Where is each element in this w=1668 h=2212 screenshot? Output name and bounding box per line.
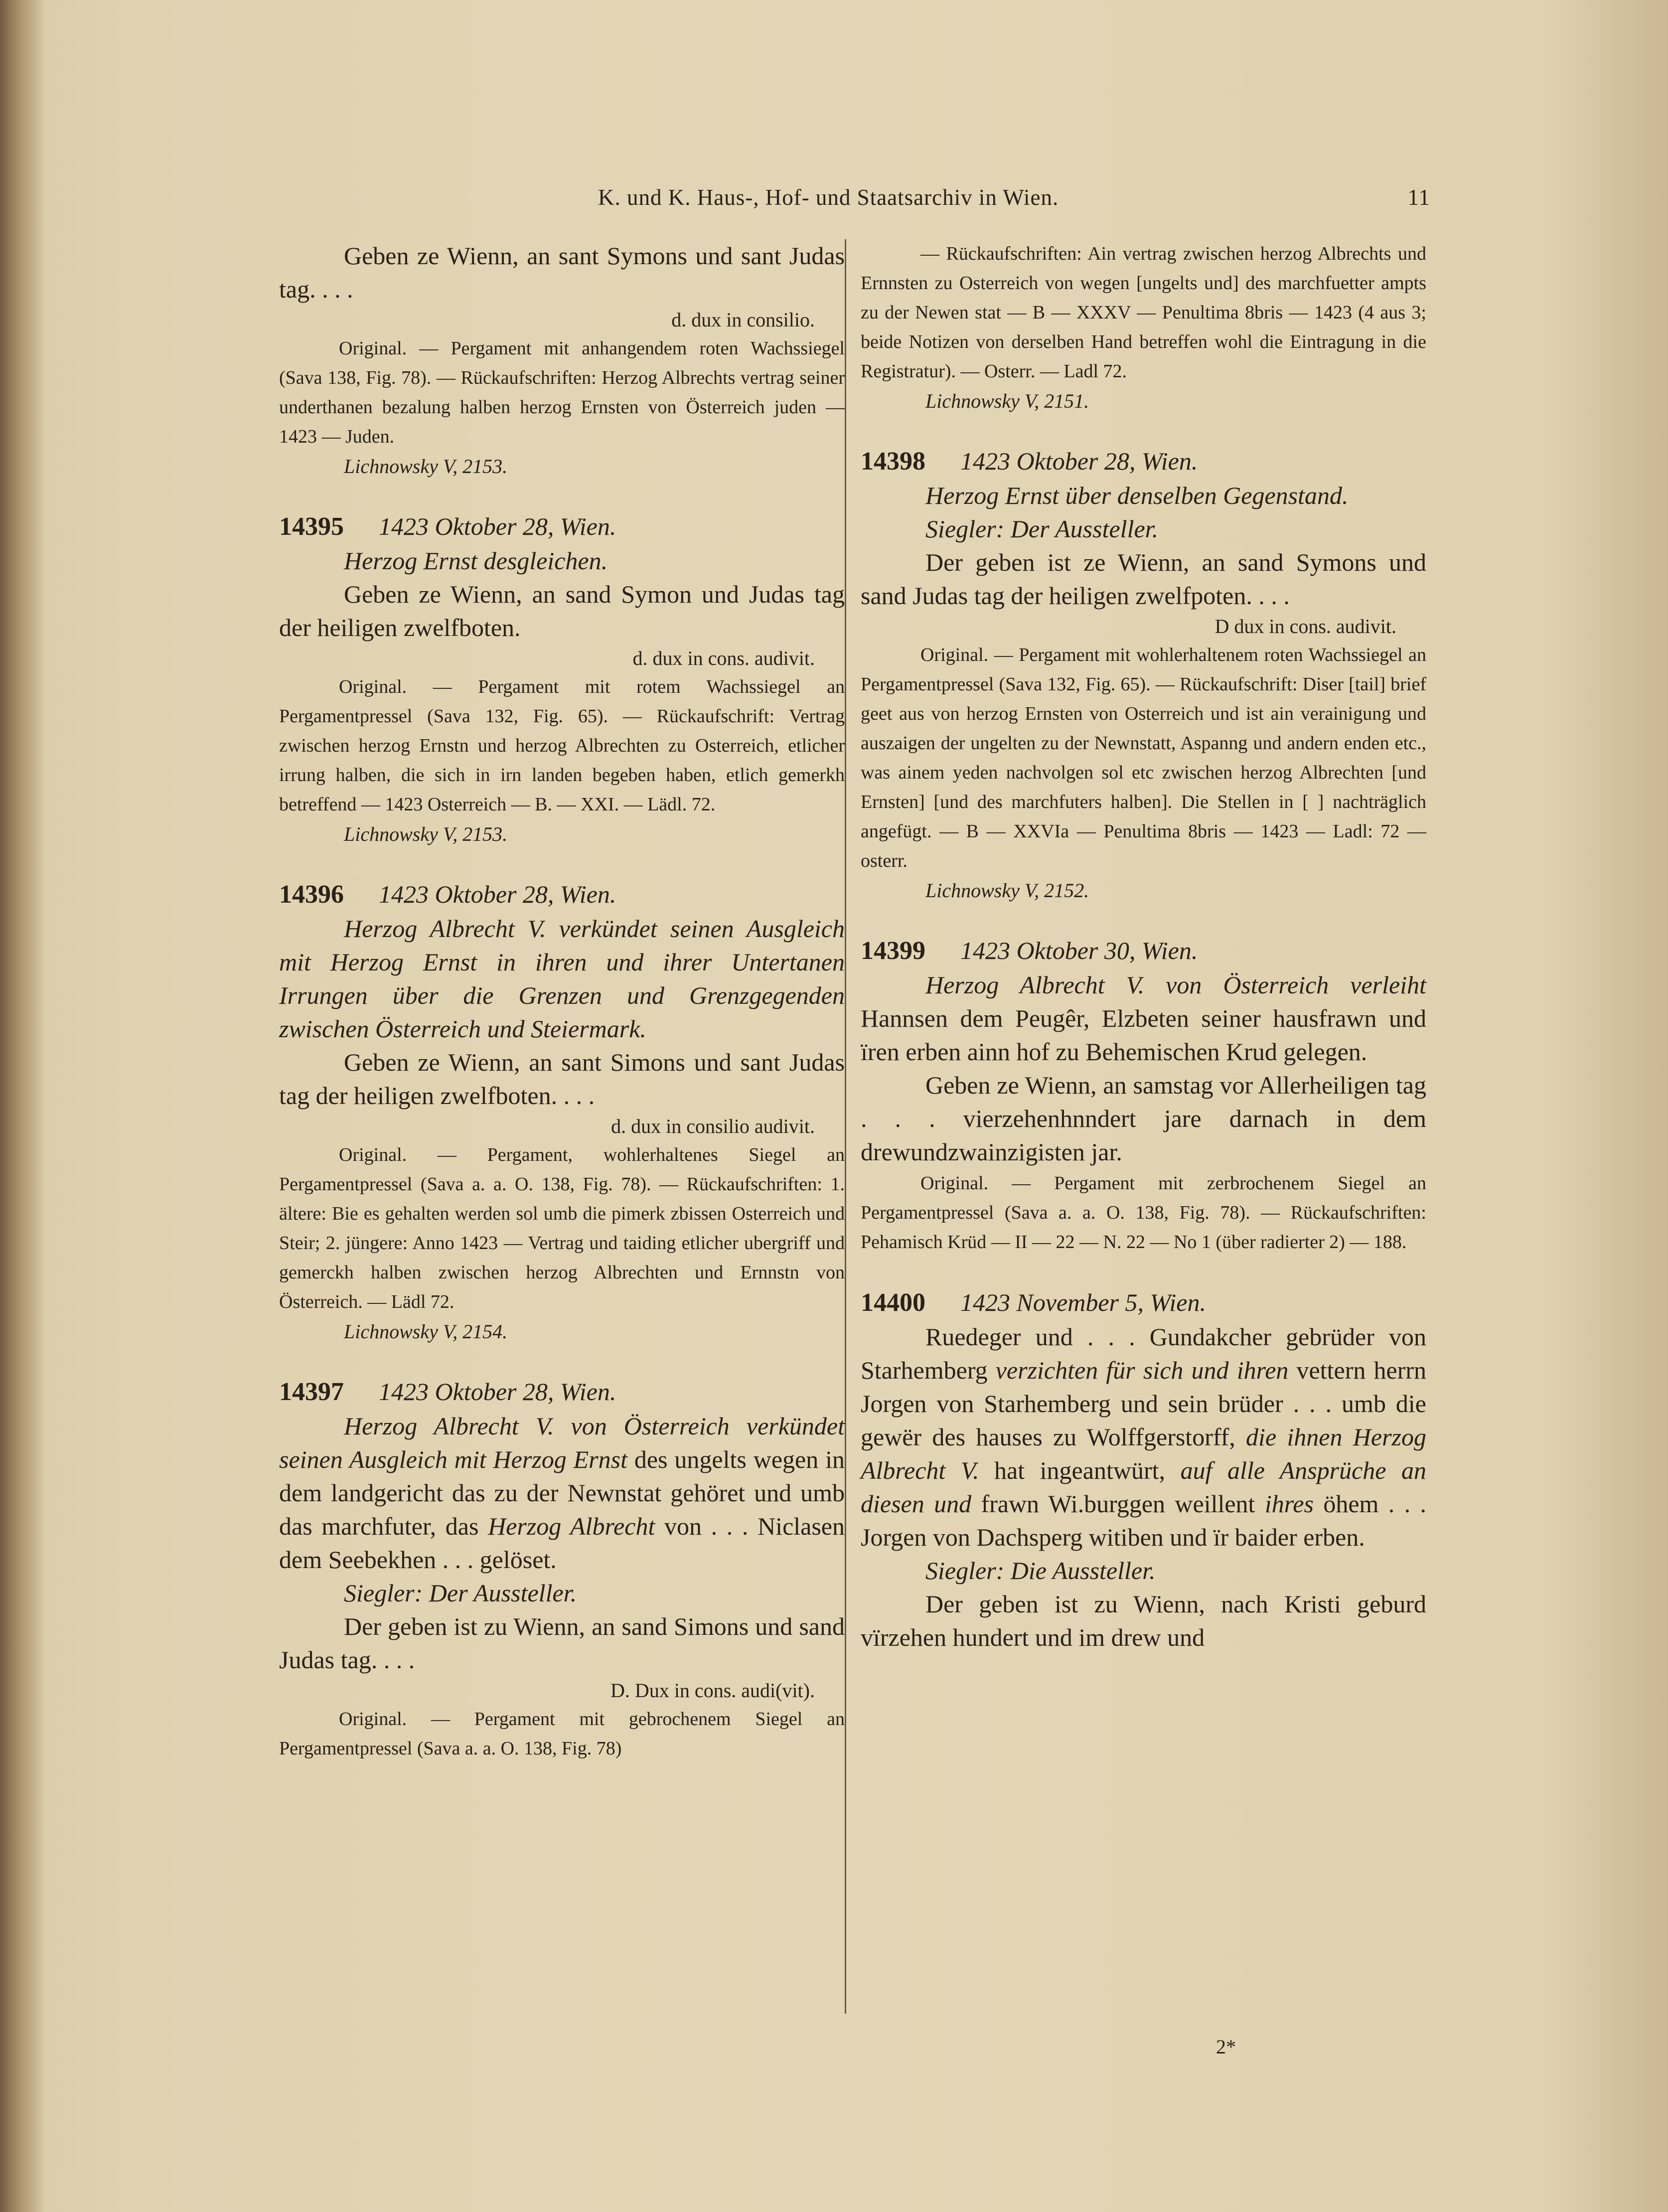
summary-italic: Herzog Albrecht (488, 1512, 655, 1540)
entry-text: Der geben ist ze Wienn, an sand Symons und sand Judas tag der heiligen zwelfpoten. . . . (861, 548, 1426, 610)
summary-roman: frawn Wi.burggen weillent (981, 1490, 1255, 1518)
entry-date: 1423 Oktober 30, Wien. (960, 937, 1198, 964)
entry-number: 14395 (279, 512, 344, 541)
summary-roman: vettern herrn Jorgen von Starhemberg und sein brüder . . . umb die gewër des hauses zu Wolffgerstorff, (861, 1356, 1427, 1451)
summary-roman: von . . . Niclasen dem Seebekhen . . . gelöset. (279, 1512, 845, 1574)
page-number: 11 (1407, 185, 1430, 210)
entry-date: 1423 November 5, Wien. (960, 1288, 1206, 1316)
lichnowsky-reference: Lichnowsky V, 2152. (925, 879, 1089, 902)
lichnowsky-reference: Lichnowsky V, 2153. (344, 455, 508, 477)
entry-date: 1423 Oktober 28, Wien. (379, 512, 616, 540)
summary-roman: Ruedeger und . . . Gundakcher gebrüder von Starhemberg (861, 1323, 1426, 1384)
lichnowsky-reference: Lichnowsky V, 2151. (925, 390, 1089, 412)
siegler-line: Siegler: Der Aussteller. (344, 1579, 577, 1607)
entry-heading-14397 (279, 1374, 845, 1410)
entry-heading-14399 (861, 933, 1426, 968)
summary-roman: hat ingeantwürt, (994, 1456, 1165, 1484)
archival-note: Original. — Pergament mit anhangendem roten Wachssiegel (Sava 138, Fig. 78). — Rückaufschriften: Herzog Albrechts vertrag seiner underthanen bezalung halben herzog Ernsten von Österreich juden — 1423 — Juden. (279, 338, 845, 447)
siegler-line: Siegler: Die Aussteller. (925, 1557, 1156, 1584)
entry-summary (861, 968, 1426, 1069)
archival-note: Original. — Pergament mit gebrochenem Siegel an Pergamentpressel (Sava a. a. O. 138, Fig. 78) (279, 1709, 845, 1759)
entry-text: Geben ze Wienn, an sand Symon und Judas tag der heiligen zwelfboten. (279, 580, 845, 641)
entry-heading-14400 (861, 1285, 1426, 1320)
signature-line: d. dux in consilio. (671, 309, 815, 331)
entry-heading-14395 (279, 509, 845, 544)
signature-line: d. dux in cons. audivit. (632, 647, 815, 669)
summary-italic: verzichten für sich und ihren (995, 1356, 1289, 1384)
archival-note: Original. — Pergament mit wohlerhaltenem roten Wachssiegel an Pergamentpressel (Sava 132, Fig. 65). — Rückaufschrift: Diser [tail] brief geet aus von herzog Ernsten von Osterreich und ist ain verainigung und auszaigen der ungelten zu der Newnstatt, Aspanng und andern enden etc., was ainem yeden nachvolgen sol etc zwischen herzog Albrechten [und Ernsten] [und des marchfuters halben]. Die Stellen in [ ] nachträglich angefügt. — B — XXVIa — Penultima 8bris — 1423 — Ladl: 72 — osterr. (861, 644, 1426, 871)
printer-signature-mark: 2* (1216, 2036, 1236, 2058)
entry-date: 1423 Oktober 28, Wien. (379, 880, 616, 908)
signature-line: D dux in cons. audivit. (1214, 615, 1396, 637)
entry-text: Geben ze Wienn, an samstag vor Allerheiligen tag . . . vierzehenhnndert jare darnach in dem drewundzwainzigisten jar. (861, 1071, 1426, 1166)
entry-summary: Herzog Ernst über denselben Gegenstand. (925, 481, 1349, 509)
summary-italic: die ihnen Herzog Albrecht V. (861, 1423, 1427, 1484)
archival-note: Original. — Pergament mit zerbrochenem Siegel an Pergamentpressel (Sava a. a. O. 138, Fig. 78). — Rückaufschriften: Pehamisch Krüd — II — 22 — N. 22 — No 1 (über radierter 2) — 188. (861, 1173, 1426, 1253)
archival-note: Original. — Pergament mit rotem Wachssiegel an Pergamentpressel (Sava 132, Fig. 65). — Rückaufschrift: Vertrag zwischen herzog Ernstn und herzog Albrechten zu Osterreich, etlicher irrung halben, die sich in irn landen begeben haben, etlich gemerkh betreffend — 1423 Osterreich — B. — XXI. — Lädl. 72. (279, 676, 845, 815)
entry-number: 14396 (279, 880, 344, 909)
entry-text: Geben ze Wienn, an sant Simons und sant Judas tag der heiligen zwelfboten. . . . (279, 1048, 845, 1109)
summary-italic: Herzog Albrecht V. von Österreich verleiht (925, 971, 1426, 999)
entry-heading-14398 (861, 444, 1426, 479)
entry-heading-14396 (279, 877, 845, 912)
book-binding-edge (0, 0, 45, 2212)
entry-summary (861, 1320, 1426, 1554)
running-title: K. und K. Haus-, Hof- und Staatsarchiv in Wien. (598, 185, 1059, 210)
entry-number: 14399 (861, 937, 925, 965)
entry-summary: Herzog Albrecht V. verkündet seinen Ausgleich mit Herzog Ernst in ihren und ihrer Untertanen Irrungen über die Grenzen und Grenzgegenden zwischen Österreich und Steiermark. (279, 915, 845, 1043)
entry-summary: Herzog Ernst desgleichen. (344, 547, 608, 575)
archival-note: — Rückaufschriften: Ain vertrag zwischen herzog Albrechts und Ernnsten zu Osterreich von wegen [ungelts und] des marchfuetter ampts zu der Newen stat — B — XXXV — Penultima 8bris — 1423 (4 aus 3; beide Notizen von derselben Hand betreffen wohl die Eintragung in die Registratur). — Osterr. — Ladl 72. (861, 243, 1426, 382)
continued-text: Geben ze Wienn, an sant Symons und sant Judas tag. . . . (279, 242, 845, 303)
entry-number: 14400 (861, 1288, 925, 1317)
lichnowsky-reference: Lichnowsky V, 2153. (344, 823, 508, 845)
entry-number: 14397 (279, 1378, 344, 1406)
column-separator (845, 239, 846, 2014)
right-column (861, 239, 1426, 1654)
summary-roman: Hannsen dem Peugêr, Elzbeten seiner hausfrawn und ïren erben ainn hof zu Behemischen Krud gelegen. (861, 1004, 1426, 1066)
entry-summary (279, 1410, 845, 1577)
archival-note: Original. — Pergament, wohlerhaltenes Siegel an Pergamentpressel (Sava a. a. O. 138, Fig. 78). — Rückaufschriften: 1. ältere: Bie es gehalten werden sol umb die pimerk zbissen Osterreich und Steir; 2. jüngere: Anno 1423 — Vertrag und taiding etlicher ubergriff und gemerckh halben zwischen herzog Albrechten und Ernnstn von Österreich. — Lädl 72. (279, 1144, 845, 1312)
signature-line: D. Dux in cons. audi(vit). (610, 1679, 815, 1702)
summary-roman: öhem . . . Jorgen von Dachsperg witiben und ïr baider erben. (861, 1490, 1426, 1551)
lichnowsky-reference: Lichnowsky V, 2154. (344, 1320, 508, 1343)
summary-italic: Herzog Albrecht V. von Österreich verkündet seinen Ausgleich mit Herzog Ernst (279, 1412, 845, 1473)
running-header (598, 184, 1430, 219)
summary-italic: auf alle Ansprüche an diesen und (861, 1456, 1427, 1518)
entry-text: Der geben ist zu Wienn, nach Kristi geburd vïrzehen hundert und im drew und (861, 1590, 1426, 1651)
left-column (279, 239, 845, 1763)
entry-date: 1423 Oktober 28, Wien. (379, 1378, 616, 1406)
entry-text: Der geben ist zu Wienn, an sand Simons und sand Judas tag. . . . (279, 1612, 845, 1674)
entry-number: 14398 (861, 447, 925, 475)
signature-line: d. dux in consilio audivit. (611, 1115, 815, 1137)
summary-roman: des ungelts wegen in dem landgericht das zu der Newnstat gehöret und umb das marchfuter, das (279, 1445, 845, 1540)
siegler-line: Siegler: Der Aussteller. (925, 515, 1159, 543)
entry-date: 1423 Oktober 28, Wien. (960, 447, 1198, 475)
summary-italic: ihres (1264, 1490, 1314, 1518)
